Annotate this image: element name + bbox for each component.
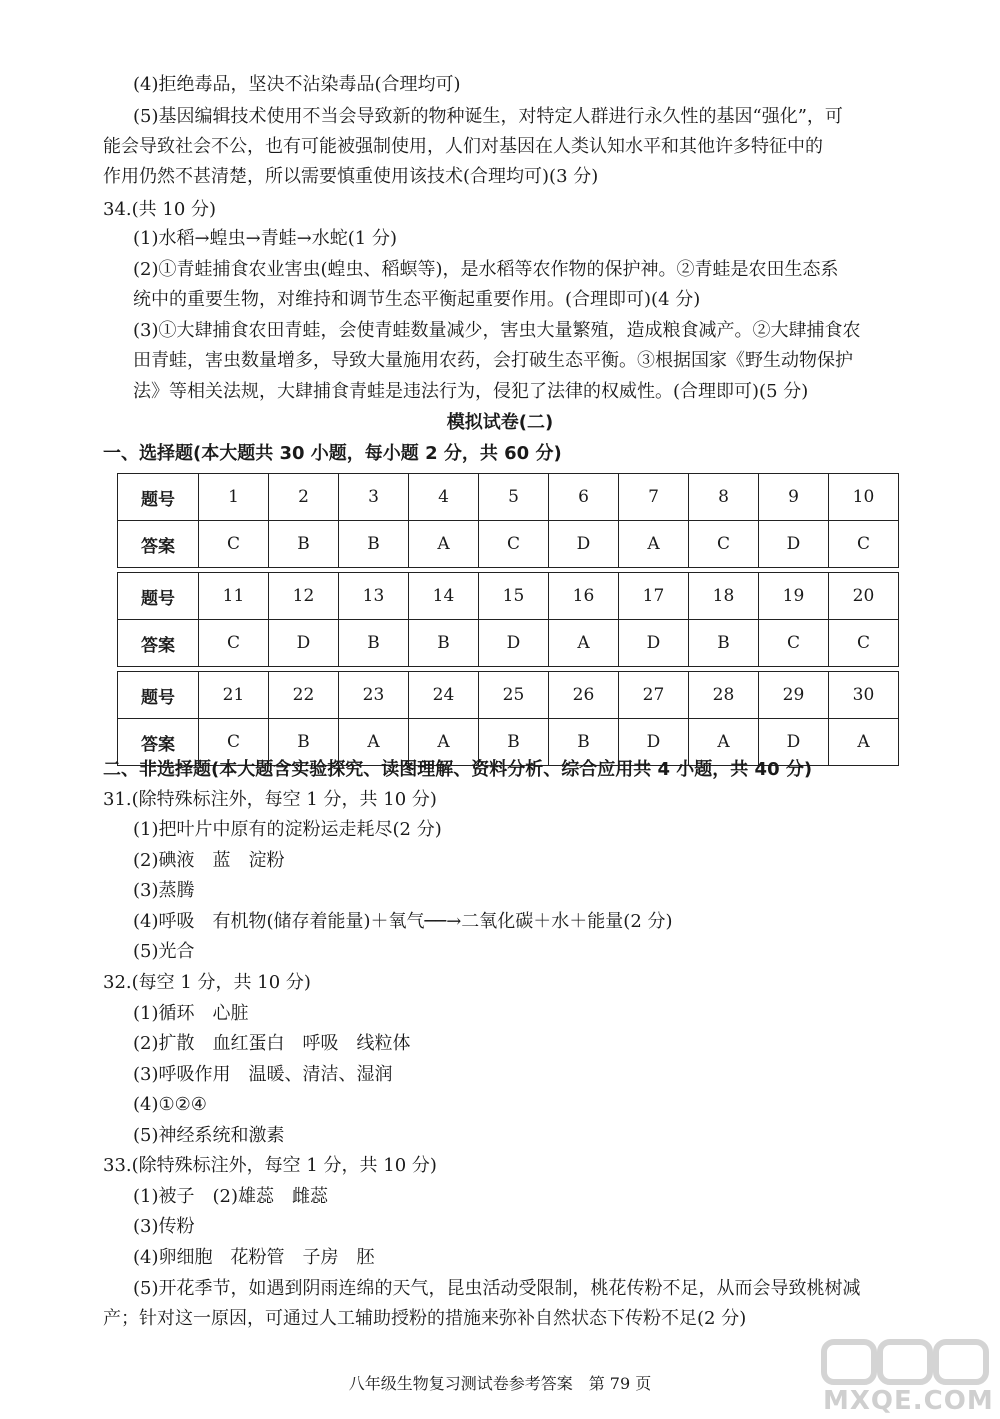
- answer-cell: C: [689, 521, 759, 568]
- question-number-cell: 1: [199, 474, 269, 521]
- q31-title: 31.(除特殊标注外，每空 1 分，共 10 分): [103, 789, 437, 810]
- question-number-cell: 6: [549, 474, 619, 521]
- question-number-cell: 26: [549, 672, 619, 719]
- question-number-cell: 13: [339, 573, 409, 620]
- question-number-cell: 28: [689, 672, 759, 719]
- answer-label-cell: 答案: [118, 620, 199, 667]
- question-number-cell: 20: [829, 573, 899, 620]
- answer-cell: A: [409, 521, 479, 568]
- answer-cell: C: [479, 521, 549, 568]
- question-number-cell: 10: [829, 474, 899, 521]
- question-number-cell: 19: [759, 573, 829, 620]
- answer-cell: C: [199, 719, 269, 766]
- q31-answer-1: (1)把叶片中原有的淀粉运走耗尽(2 分): [133, 819, 442, 840]
- table-row-numbers: [118, 474, 899, 521]
- prev-q5-line3: 作用仍然不甚清楚，所以需要慎重使用该技术(合理均可)(3 分): [103, 166, 599, 187]
- question-number-cell: 11: [199, 573, 269, 620]
- q32-answer-2: (2)扩散 血红蛋白 呼吸 线粒体: [133, 1033, 411, 1054]
- q31-answer-4: (4)呼吸 有机物(储存着能量)＋氧气──→二氧化碳＋水＋能量(2 分): [133, 911, 673, 932]
- answer-cell: A: [689, 719, 759, 766]
- question-number-cell: 29: [759, 672, 829, 719]
- table-row-numbers: [118, 573, 899, 620]
- table-row-numbers: [118, 672, 899, 719]
- q32-title: 32.(每空 1 分，共 10 分): [103, 972, 311, 993]
- answer-cell: A: [829, 719, 899, 766]
- question-number-cell: 23: [339, 672, 409, 719]
- q33-answer-3: (3)传粉: [133, 1216, 195, 1237]
- question-number-cell: 30: [829, 672, 899, 719]
- question-number-cell: 2: [269, 474, 339, 521]
- table-row-answers: [118, 521, 899, 568]
- part1-title: 一、选择题(本大题共 30 小题，每小题 2 分，共 60 分): [103, 443, 562, 464]
- answer-cell: B: [409, 620, 479, 667]
- answer-cell: B: [339, 521, 409, 568]
- q32-answer-4: (4)①②④: [133, 1094, 207, 1115]
- watermark-text: MXQE.COM: [823, 1386, 994, 1416]
- q34-answer-2-line2: 统中的重要生物，对维持和调节生态平衡起重要作用。(合理即可)(4 分): [133, 289, 701, 310]
- number-label-cell: 题号: [118, 672, 199, 719]
- answer-cell: B: [339, 620, 409, 667]
- answer-cell: A: [339, 719, 409, 766]
- question-number-cell: 9: [759, 474, 829, 521]
- number-label-cell: 题号: [118, 573, 199, 620]
- question-number-cell: 17: [619, 573, 689, 620]
- q32-answer-1: (1)循环 心脏: [133, 1003, 249, 1024]
- question-number-cell: 16: [549, 573, 619, 620]
- question-number-cell: 27: [619, 672, 689, 719]
- q33-answer-1: (1)被子 (2)雄蕊 雌蕊: [133, 1186, 328, 1207]
- number-label-cell: 题号: [118, 474, 199, 521]
- q31-answer-3: (3)蒸腾: [133, 880, 195, 901]
- q31-answer-2: (2)碘液 蓝 淀粉: [133, 850, 285, 871]
- answer-label-cell: 答案: [118, 521, 199, 568]
- question-number-cell: 3: [339, 474, 409, 521]
- prev-q5-line1: (5)基因编辑技术使用不当会导致新的物种诞生，对特定人群进行永久性的基因“强化”，可: [133, 106, 843, 127]
- answer-cell: B: [689, 620, 759, 667]
- question-number-cell: 15: [479, 573, 549, 620]
- q33-title: 33.(除特殊标注外，每空 1 分，共 10 分): [103, 1155, 437, 1176]
- answer-cell: D: [619, 719, 689, 766]
- question-number-cell: 21: [199, 672, 269, 719]
- answer-label-cell: 答案: [118, 719, 199, 766]
- table-row-answers: [118, 620, 899, 667]
- q34-title: 34.(共 10 分): [103, 199, 217, 220]
- answer-cell: A: [619, 521, 689, 568]
- answer-cell: B: [269, 719, 339, 766]
- q32-answer-5: (5)神经系统和激素: [133, 1125, 285, 1146]
- q32-answer-3: (3)呼吸作用 温暖、清洁、湿润: [133, 1064, 393, 1085]
- question-number-cell: 7: [619, 474, 689, 521]
- page-footer: 八年级生物复习测试卷参考答案 第 79 页: [348, 1374, 652, 1393]
- q33-answer-5-line2: 产；针对这一原因，可通过人工辅助授粉的措施来弥补自然状态下传粉不足(2 分): [103, 1308, 747, 1329]
- prev-q5-line2: 能会导致社会不公，也有可能被强制使用，人们对基因在人类认知水平和其他许多特征中的: [103, 136, 823, 157]
- section-title: 模拟试卷(二): [446, 412, 554, 433]
- q34-answer-1: (1)水稻→蝗虫→青蛙→水蛇(1 分): [133, 228, 397, 249]
- q34-answer-3-line3: 法》等相关法规，大肆捕食青蛙是违法行为，侵犯了法律的权威性。(合理即可)(5 分): [133, 381, 809, 402]
- answer-cell: C: [759, 620, 829, 667]
- answer-cell: D: [269, 620, 339, 667]
- answer-cell: A: [409, 719, 479, 766]
- question-number-cell: 14: [409, 573, 479, 620]
- answer-cell: C: [829, 620, 899, 667]
- q34-answer-3-line2: 田青蛙，害虫数量增多，导致大量施用农药，会打破生态平衡。③根据国家《野生动物保护: [133, 350, 853, 371]
- question-number-cell: 22: [269, 672, 339, 719]
- answer-cell: D: [759, 521, 829, 568]
- part2-title: 二、非选择题(本大题含实验探究、读图理解、资料分析、综合应用共 4 小题，共 40 分): [103, 759, 813, 780]
- question-number-cell: 8: [689, 474, 759, 521]
- question-number-cell: 12: [269, 573, 339, 620]
- answer-cell: D: [549, 521, 619, 568]
- question-number-cell: 5: [479, 474, 549, 521]
- q31-answer-5: (5)光合: [133, 941, 195, 962]
- q34-answer-2-line1: (2)①青蛙捕食农业害虫(蝗虫、稻螟等)，是水稻等农作物的保护神。②青蛙是农田生态系: [133, 259, 839, 280]
- answer-cell: B: [479, 719, 549, 766]
- question-number-cell: 18: [689, 573, 759, 620]
- answer-cell: D: [759, 719, 829, 766]
- q33-answer-4: (4)卵细胞 花粉管 子房 胚: [133, 1247, 375, 1268]
- question-number-cell: 4: [409, 474, 479, 521]
- answer-cell: B: [269, 521, 339, 568]
- answer-cell: A: [549, 620, 619, 667]
- answer-cell: C: [199, 521, 269, 568]
- answer-cell: B: [549, 719, 619, 766]
- q33-answer-5-line1: (5)开花季节，如遇到阴雨连绵的天气，昆虫活动受限制，桃花传粉不足，从而会导致桃树减: [133, 1278, 861, 1299]
- question-number-cell: 25: [479, 672, 549, 719]
- answer-cell: D: [619, 620, 689, 667]
- answer-cell: C: [199, 620, 269, 667]
- question-number-cell: 24: [409, 672, 479, 719]
- q34-answer-3-line1: (3)①大肆捕食农田青蛙，会使青蛙数量减少，害虫大量繁殖，造成粮食减产。②大肆捕食农: [133, 320, 861, 341]
- prev-q4: (4)拒绝毒品，坚决不沾染毒品(合理均可): [133, 74, 461, 95]
- answer-cell: C: [829, 521, 899, 568]
- answer-cell: D: [479, 620, 549, 667]
- answer-table: [117, 473, 899, 766]
